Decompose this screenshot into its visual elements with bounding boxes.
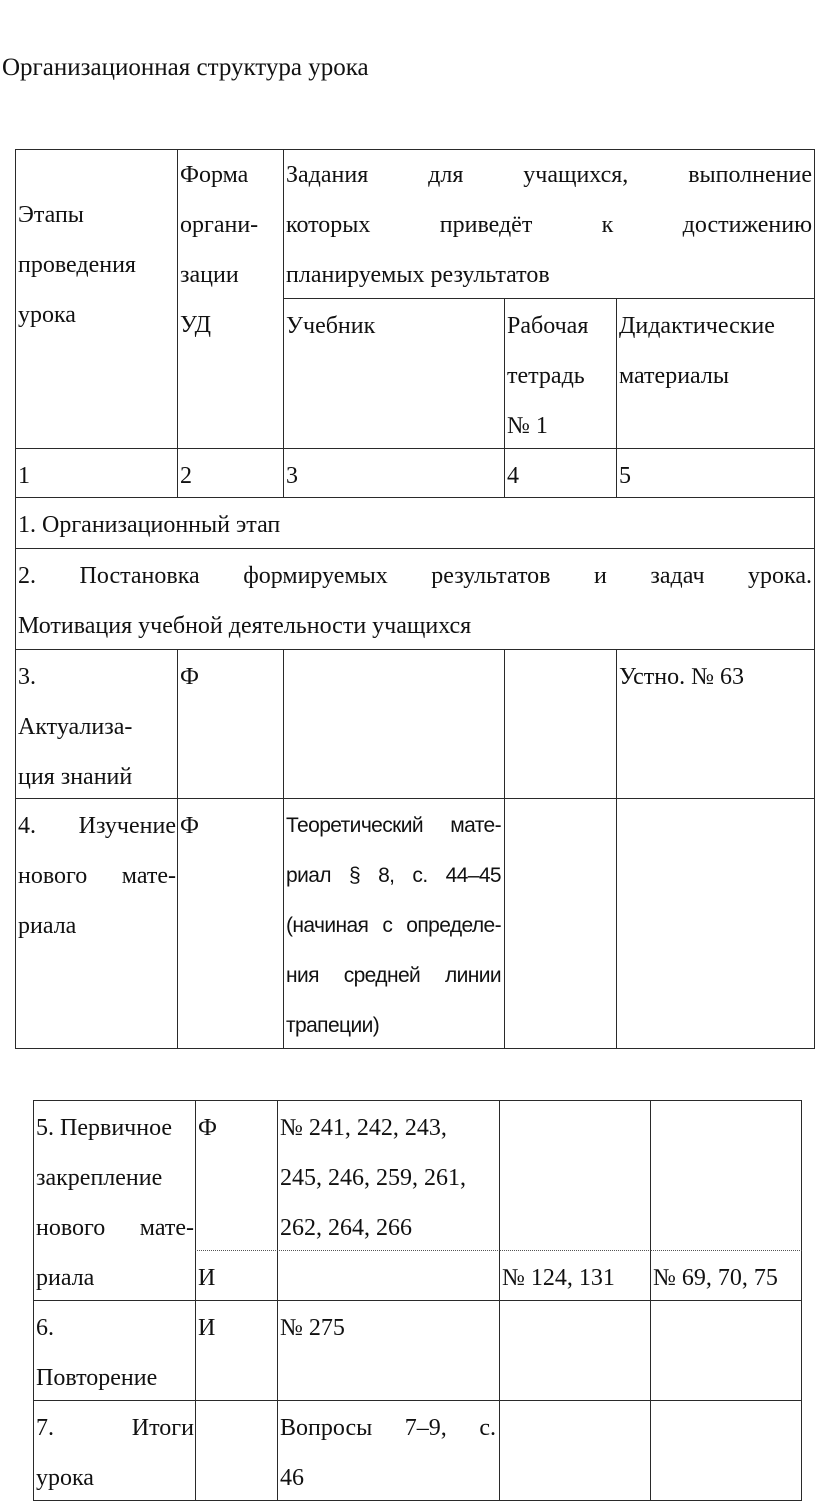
column-number-5: [616, 448, 815, 498]
stage-5-form-a-cell: [195, 1100, 278, 1251]
stage-6-line-2: Повторение: [36, 1365, 158, 1391]
stage-5-workbook-b-cell: [499, 1250, 651, 1301]
stage-7-textbook-line-2: 46: [280, 1465, 304, 1491]
stage-5-workbook-b-text: № 124, 131: [502, 1265, 615, 1291]
header-tasks-cell: [283, 149, 815, 299]
stage-4-line-3: риала: [18, 913, 77, 939]
stage-3-line-1: 3.: [18, 664, 36, 690]
stage-3-form-text: Ф: [180, 664, 199, 690]
header-didactic-line-1: Дидактические: [619, 313, 775, 339]
column-number-1: [15, 448, 178, 498]
stage-4-textbook-cell: [283, 798, 505, 1049]
stage-3-line-2: Актуализа-: [18, 714, 133, 740]
header-didactic-cell: [616, 298, 815, 449]
header-workbook-line-2: тетрадь: [507, 363, 585, 389]
stage-4-textbook-line-2: риал § 8, с. 44–45: [286, 864, 501, 887]
stage-5-cell: [33, 1100, 196, 1301]
column-number-2: [177, 448, 284, 498]
column-number-4: [504, 448, 617, 498]
stage-6-line-1: 6.: [36, 1315, 54, 1341]
column-number-3-text: 3: [286, 463, 298, 489]
header-stages-line-2: проведения: [18, 252, 136, 278]
stage-3-workbook-cell: [504, 649, 617, 799]
stage-5-form-a-text: Ф: [198, 1115, 217, 1141]
stage-5-line-2: закрепление: [36, 1165, 163, 1191]
column-number-1-text: 1: [18, 463, 30, 489]
stage-4-textbook-line-3: (начиная с определе-: [286, 914, 501, 937]
stage-1-row: [15, 497, 815, 549]
header-didactic-line-2: материалы: [619, 363, 730, 389]
stage-3-line-3: ция знаний: [18, 764, 133, 790]
header-form-line-3: зации: [180, 262, 239, 288]
stage-3-didactic-cell: [616, 649, 815, 799]
stage-4-form-text: Ф: [180, 813, 199, 839]
stage-6-didactic-cell: [650, 1300, 802, 1401]
stage-7-line-2: урока: [36, 1465, 94, 1491]
stage-3-textbook-cell: [283, 649, 505, 799]
stage-2-row: [15, 548, 815, 650]
header-workbook-cell: [504, 298, 617, 449]
header-tasks-line-3: планируемых результатов: [286, 262, 550, 288]
header-form-cell: [177, 149, 284, 449]
stage-7-line-1: 7. Итоги: [36, 1415, 194, 1441]
stage-5-textbook-a-line-3: 262, 264, 266: [280, 1215, 412, 1241]
stage-4-form-cell: [177, 798, 284, 1049]
stage-7-workbook-cell: [499, 1400, 651, 1501]
stage-1-text: 1. Организационный этап: [18, 512, 281, 538]
stage-7-didactic-cell: [650, 1400, 802, 1501]
header-stages-line-1: Этапы: [18, 202, 84, 228]
stage-4-cell: [15, 798, 178, 1049]
header-form-line-2: органи-: [180, 212, 259, 238]
stage-2-line-2: Мотивация учебной деятельности учащихся: [18, 613, 472, 639]
header-form-line-4: УД: [180, 312, 211, 338]
stage-5-line-4: риала: [36, 1265, 95, 1291]
stage-6-form-text: И: [198, 1315, 216, 1341]
stage-2-line-1: 2. Постановка формируемых результатов и задач урока.: [18, 563, 812, 589]
stage-4-workbook-cell: [504, 798, 617, 1049]
column-number-4-text: 4: [507, 463, 519, 489]
stage-5-textbook-b-cell: [277, 1250, 500, 1301]
stage-7-cell: [33, 1400, 196, 1501]
stage-5-didactic-a-cell: [650, 1100, 802, 1251]
page-title: Организационная структура урока: [2, 54, 369, 81]
stage-5-line-1: 5. Первичное: [36, 1115, 173, 1141]
column-number-3: [283, 448, 505, 498]
stage-4-textbook-line-5: трапеции): [286, 1014, 380, 1037]
stage-5-line-3: нового мате-: [36, 1215, 194, 1241]
stage-4-textbook-line-4: ния средней линии: [286, 964, 501, 987]
stage-6-textbook-cell: [277, 1300, 500, 1401]
header-stages-cell: [15, 149, 178, 449]
stage-6-textbook-text: № 275: [280, 1315, 345, 1341]
stage-5-textbook-a-cell: [277, 1100, 500, 1251]
header-tasks-line-1: Задания для учащихся, выполнение: [286, 162, 812, 188]
stage-4-line-2: нового мате-: [18, 863, 176, 889]
stage-7-form-cell: [195, 1400, 278, 1501]
stage-7-textbook-line-1: Вопросы 7–9, с.: [280, 1415, 496, 1441]
stage-3-form-cell: [177, 649, 284, 799]
stage-5-didactic-b-text: № 69, 70, 75: [653, 1265, 778, 1291]
stage-5-textbook-a-line-1: № 241, 242, 243,: [280, 1115, 447, 1141]
stage-4-line-1: 4. Изучение: [18, 813, 176, 839]
header-textbook-cell: [283, 298, 505, 449]
stage-5-form-b-cell: [195, 1250, 278, 1301]
header-form-line-1: Форма: [180, 162, 249, 188]
stage-5-workbook-a-cell: [499, 1100, 651, 1251]
column-number-2-text: 2: [180, 463, 192, 489]
header-workbook-line-3: № 1: [507, 413, 548, 439]
stage-3-didactic-text: Устно. № 63: [619, 664, 744, 690]
stage-3-cell: [15, 649, 178, 799]
header-tasks-line-2: которых приведёт к достижению: [286, 212, 812, 238]
column-number-5-text: 5: [619, 463, 631, 489]
stage-6-form-cell: [195, 1300, 278, 1401]
stage-6-workbook-cell: [499, 1300, 651, 1401]
stage-6-cell: [33, 1300, 196, 1401]
stage-4-textbook-line-1: Теоретический мате-: [286, 814, 501, 837]
stage-5-form-b-text: И: [198, 1265, 216, 1291]
stage-4-didactic-cell: [616, 798, 815, 1049]
stage-5-textbook-a-line-2: 245, 246, 259, 261,: [280, 1165, 466, 1191]
header-stages-line-3: урока: [18, 302, 76, 328]
header-workbook-line-1: Рабочая: [507, 313, 589, 339]
stage-7-textbook-cell: [277, 1400, 500, 1501]
header-textbook-label: Учебник: [286, 313, 376, 339]
stage-5-didactic-b-cell: [650, 1250, 802, 1301]
